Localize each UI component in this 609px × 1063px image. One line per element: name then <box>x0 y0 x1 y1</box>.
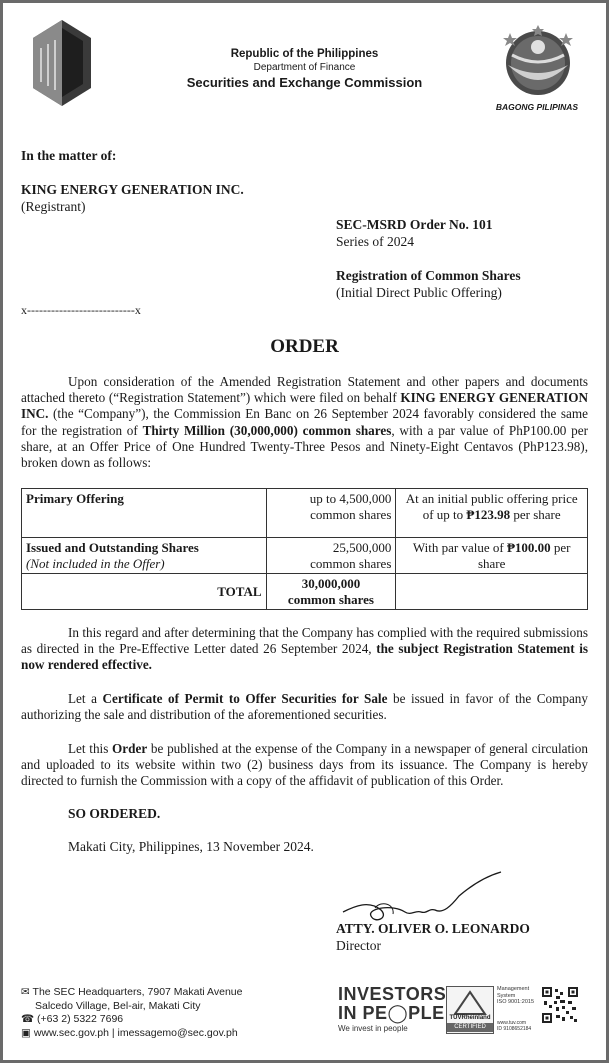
signatory-title: Director <box>336 938 381 953</box>
registrant-role: (Registrant) <box>21 199 86 214</box>
tuv-certified: CERTIFIED <box>447 1023 493 1032</box>
web-icon: ▣ <box>21 1026 31 1039</box>
offering-table <box>21 488 588 610</box>
row-note: (Not included in the Offer) <box>26 555 165 571</box>
iip-tagline: We invest in people <box>338 1024 408 1033</box>
registrant-name: KING ENERGY GENERATION INC. <box>21 182 244 197</box>
matter-intro: In the matter of: <box>21 148 117 163</box>
separator-line: x---------------------------x <box>21 303 141 317</box>
row-label: Primary Offering <box>26 491 124 506</box>
paragraph-publication: Let this Order be published at the expense of the Company in a newspaper of general circulation and uploaded to its website within two (2) business days from its issuance. The Company is hereby directed to furnish the Commission with a copy of the affidavit of publication of this Order. <box>21 741 588 789</box>
order-subject: Registration of Common Shares <box>336 268 521 283</box>
qr-code-icon <box>542 987 578 1023</box>
bagong-pilipinas-logo-icon <box>498 25 578 101</box>
iip-line-2: IN PE◯PLE <box>338 1003 445 1023</box>
table-row-total: TOTAL 30,000,000 common shares <box>22 574 588 610</box>
paragraph-consideration: Upon consideration of the Amended Registration Statement and other papers and documents attached thereto (“Registration Statement”) which were filed on behalf KING ENERGY GENERATION INC. (the “Company”), the Commission En Banc on 26 September 2024 favorably considered the same for the registration of Thirty Million (30,000,000) common shares, with a par value of PhP100.00 per share, at an Offer Price of One Hundred Twenty-Three Pesos and Ninety-Eight Centavos (PhP123.98), broken down as follows: <box>21 374 588 471</box>
tuv-triangle-icon <box>447 990 493 1016</box>
phone-icon: ☎ <box>21 1013 35 1025</box>
header-commission: Securities and Exchange Commission <box>186 75 423 90</box>
header-republic: Republic of the Philippines <box>230 48 379 60</box>
so-ordered: SO ORDERED. <box>68 806 161 821</box>
table-row-outstanding: Issued and Outstanding Shares (Not included in the Offer) 25,500,000 common shares With par value of ₱100.00 per share <box>22 538 588 574</box>
tuv-management-info: Management System ISO 9001:2015 <box>497 986 535 1005</box>
row-label: Issued and Outstanding Shares <box>26 540 199 555</box>
total-label: TOTAL <box>217 583 262 599</box>
paragraph-certificate: Let a Certificate of Permit to Offer Securities for Sale be issued in favor of the Company authorizing the sale and distribution of the aforementioned securities. <box>21 691 588 723</box>
iip-line-1: INVESTORS <box>338 984 447 1004</box>
order-number: SEC-MSRD Order No. 101 <box>336 217 493 232</box>
mail-icon: ✉ <box>21 986 30 998</box>
table-row-primary: Primary Offering up to 4,500,000 common shares At an initial public offering price of up to ₱123.98 per share <box>22 489 588 538</box>
signatory-name: ATTY. OLIVER O. LEONARDO <box>336 921 530 936</box>
order-series: Series of 2024 <box>336 234 414 249</box>
bagong-pilipinas-text: BAGONG PILIPINAS <box>495 102 579 112</box>
order-title: ORDER <box>270 336 339 357</box>
footer-phone: (+63 2) 5322 7696 <box>37 1013 124 1025</box>
tuv-web-info: www.tuv.com ID 9108652184 <box>497 1020 532 1032</box>
order-subject-note: (Initial Direct Public Offering) <box>336 285 502 300</box>
tuv-name: TÜVRheinland <box>449 1015 491 1021</box>
place-date: Makati City, Philippines, 13 November 2024. <box>68 839 314 854</box>
tuv-badge <box>446 986 494 1034</box>
header-department: Department of Finance <box>253 62 356 73</box>
footer-contacts <box>21 986 242 1040</box>
footer-web: www.sec.gov.ph | imessagemo@sec.gov.ph <box>33 1026 238 1039</box>
paragraph-effectivity: In this regard and after determining that the Company has complied with the required submissions as directed in the Pre-Effective Letter dated 26 September 2024, the subject Registration Statement is now rendered effective. <box>21 625 588 673</box>
footer-address-1: The SEC Headquarters, 7907 Makati Avenue <box>32 986 243 998</box>
footer-address-2: Salcedo Village, Bel-air, Makati City <box>35 999 201 1012</box>
